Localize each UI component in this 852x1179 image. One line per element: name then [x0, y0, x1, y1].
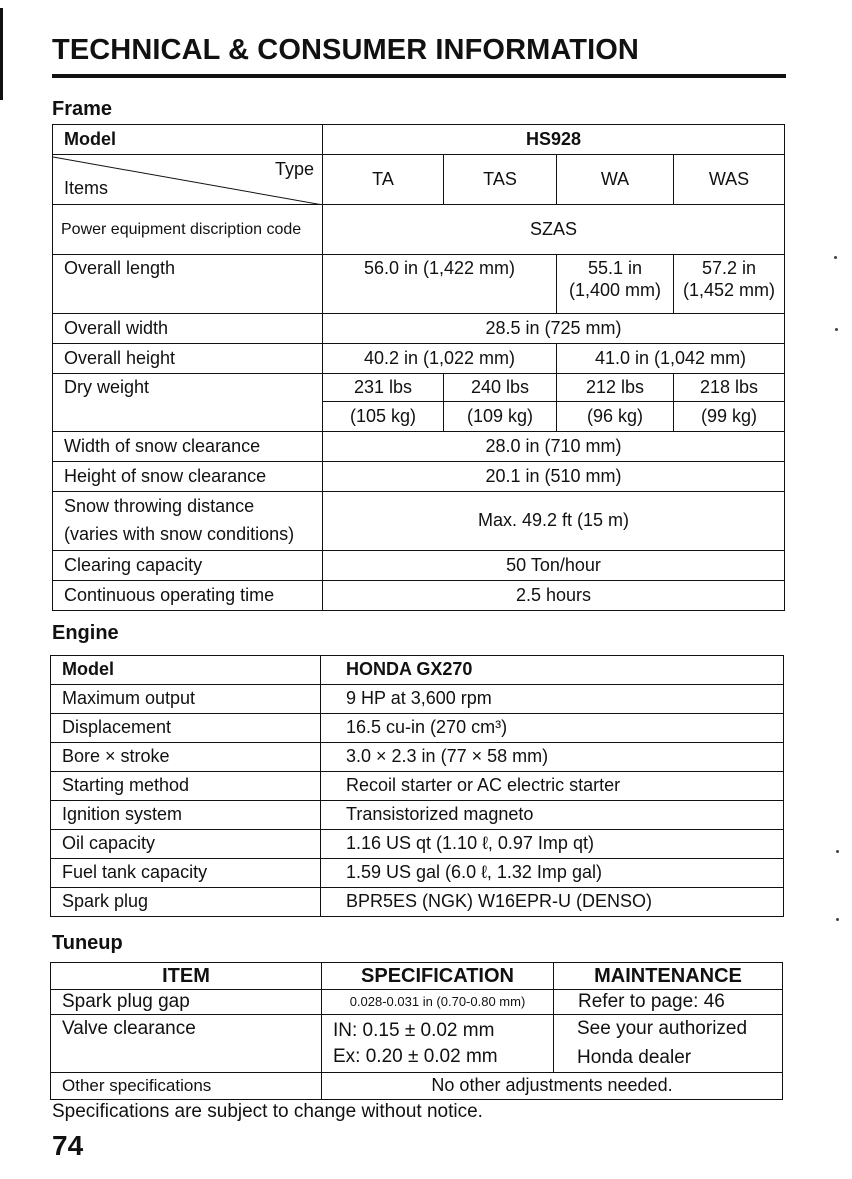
valve-label: Valve clearance [51, 1015, 322, 1073]
engine-row-value: 1.59 US gal (6.0 ℓ, 1.32 Imp gal) [321, 859, 784, 888]
throw-label-line2: (varies with snow conditions) [64, 524, 295, 544]
engine-row-value: Recoil starter or AC electric starter [321, 772, 784, 801]
table-row [53, 314, 785, 344]
engine-model-value: HONDA GX270 [321, 656, 784, 685]
table-row [53, 255, 785, 314]
tuneup-table [50, 962, 783, 1100]
code-value: SZAS [323, 205, 785, 255]
width-value: 28.5 in (725 mm) [323, 314, 785, 344]
table-row [51, 888, 784, 917]
scan-speck [835, 328, 838, 331]
scan-speck [834, 256, 837, 259]
type-was: WAS [674, 155, 785, 205]
tuneup-header-spec: SPECIFICATION [322, 963, 554, 990]
table-row [51, 685, 784, 714]
dry-lbs-wa: 212 lbs [557, 374, 674, 402]
engine-row-label: Oil capacity [51, 830, 321, 859]
binding-edge-mark [0, 8, 3, 100]
tuneup-section-title: Tuneup [52, 932, 123, 954]
engine-model-label: Model [51, 656, 321, 685]
table-row [53, 344, 785, 374]
other-label: Other specifications [51, 1073, 322, 1100]
dry-weight-label: Dry weight [53, 374, 323, 432]
throw-label [53, 492, 323, 551]
table-row [51, 656, 784, 685]
length-wa-in: 55.1 in [587, 258, 643, 278]
engine-row-label: Maximum output [51, 685, 321, 714]
frame-spec-table [52, 124, 785, 611]
throw-label-line1: Snow throwing distance [64, 496, 255, 517]
frame-section-title: Frame [52, 98, 113, 120]
page-number: 74 [52, 1130, 84, 1161]
dry-kg-was: (99 kg) [674, 402, 785, 432]
length-wa-mm: (1,400 mm) [568, 279, 662, 300]
engine-row-value: BPR5ES (NGK) W16EPR-U (DENSO) [321, 888, 784, 917]
table-row [53, 492, 785, 551]
table-row [53, 374, 785, 402]
gap-label: Spark plug gap [51, 990, 322, 1015]
clear-height-label: Height of snow clearance [53, 462, 323, 492]
table-row [53, 432, 785, 462]
valve-in: IN: 0.15 ± 0.02 mm [333, 1019, 495, 1041]
model-label: Model [53, 125, 323, 155]
engine-row-label: Bore × stroke [51, 743, 321, 772]
table-row [53, 462, 785, 492]
length-wa [557, 255, 674, 314]
tuneup-header-item: ITEM [51, 963, 322, 990]
model-value: HS928 [323, 125, 785, 155]
valve-maint-line2: Honda dealer [577, 1046, 692, 1068]
engine-row-value: 1.16 US qt (1.10 ℓ, 0.97 Imp qt) [321, 830, 784, 859]
table-row [51, 963, 783, 990]
height-wa-was: 41.0 in (1,042 mm) [557, 344, 785, 374]
tuneup-header-maint: MAINTENANCE [554, 963, 783, 990]
dry-kg-wa: (96 kg) [557, 402, 674, 432]
table-row [51, 1073, 783, 1100]
op-time-value: 2.5 hours [323, 581, 785, 611]
capacity-label: Clearing capacity [53, 551, 323, 581]
dry-kg-ta: (105 kg) [323, 402, 444, 432]
type-label: Type [274, 159, 314, 179]
width-label: Overall width [53, 314, 323, 344]
footer-note: Specifications are subject to change without notice. [52, 1101, 483, 1122]
table-row [53, 205, 785, 255]
engine-spec-table [50, 655, 784, 917]
clear-width-value: 28.0 in (710 mm) [323, 432, 785, 462]
gap-spec: 0.028-0.031 in (0.70-0.80 mm) [322, 990, 554, 1015]
length-ta-tas: 56.0 in (1,422 mm) [323, 255, 557, 314]
length-was-in: 57.2 in [702, 258, 757, 278]
table-row [51, 990, 783, 1015]
table-row [51, 801, 784, 830]
valve-maint [554, 1015, 783, 1073]
valve-ex: Ex: 0.20 ± 0.02 mm [333, 1045, 498, 1067]
type-wa: WA [557, 155, 674, 205]
table-row [51, 1015, 783, 1073]
table-row [51, 772, 784, 801]
type-items-header [53, 155, 323, 205]
table-row [53, 551, 785, 581]
table-row [51, 830, 784, 859]
engine-row-value: 16.5 cu-in (270 cm³) [321, 714, 784, 743]
engine-row-label: Fuel tank capacity [51, 859, 321, 888]
type-tas: TAS [444, 155, 557, 205]
capacity-value: 50 Ton/hour [323, 551, 785, 581]
clear-height-value: 20.1 in (510 mm) [323, 462, 785, 492]
height-label: Overall height [53, 344, 323, 374]
engine-row-value: 3.0 × 2.3 in (77 × 58 mm) [321, 743, 784, 772]
code-label: Power equipment discription code [53, 205, 323, 255]
length-was-mm: (1,452 mm) [683, 279, 776, 300]
gap-maint: Refer to page: 46 [554, 990, 783, 1015]
valve-maint-line1: See your authorized [577, 1018, 748, 1039]
table-row [53, 155, 785, 205]
engine-row-value: 9 HP at 3,600 rpm [321, 685, 784, 714]
op-time-label: Continuous operating time [53, 581, 323, 611]
dry-kg-tas: (109 kg) [444, 402, 557, 432]
engine-row-label: Starting method [51, 772, 321, 801]
engine-row-label: Ignition system [51, 801, 321, 830]
throw-value: Max. 49.2 ft (15 m) [323, 492, 785, 551]
table-row [53, 125, 785, 155]
height-ta-tas: 40.2 in (1,022 mm) [323, 344, 557, 374]
dry-lbs-ta: 231 lbs [323, 374, 444, 402]
scan-speck [836, 918, 839, 921]
engine-row-label: Displacement [51, 714, 321, 743]
scan-speck [836, 850, 839, 853]
valve-spec [322, 1015, 554, 1073]
length-label: Overall length [53, 255, 323, 314]
type-ta: TA [323, 155, 444, 205]
engine-section-title: Engine [52, 622, 119, 644]
table-row [51, 714, 784, 743]
page-title: TECHNICAL & CONSUMER INFORMATION [52, 34, 639, 66]
length-was [674, 255, 785, 314]
other-value: No other adjustments needed. [322, 1073, 783, 1100]
engine-row-label: Spark plug [51, 888, 321, 917]
engine-row-value: Transistorized magneto [321, 801, 784, 830]
table-row [51, 743, 784, 772]
items-label: Items [64, 178, 109, 199]
title-rule [52, 74, 786, 78]
clear-width-label: Width of snow clearance [53, 432, 323, 462]
dry-lbs-tas: 240 lbs [444, 374, 557, 402]
dry-lbs-was: 218 lbs [674, 374, 785, 402]
table-row [51, 859, 784, 888]
table-row [53, 581, 785, 611]
